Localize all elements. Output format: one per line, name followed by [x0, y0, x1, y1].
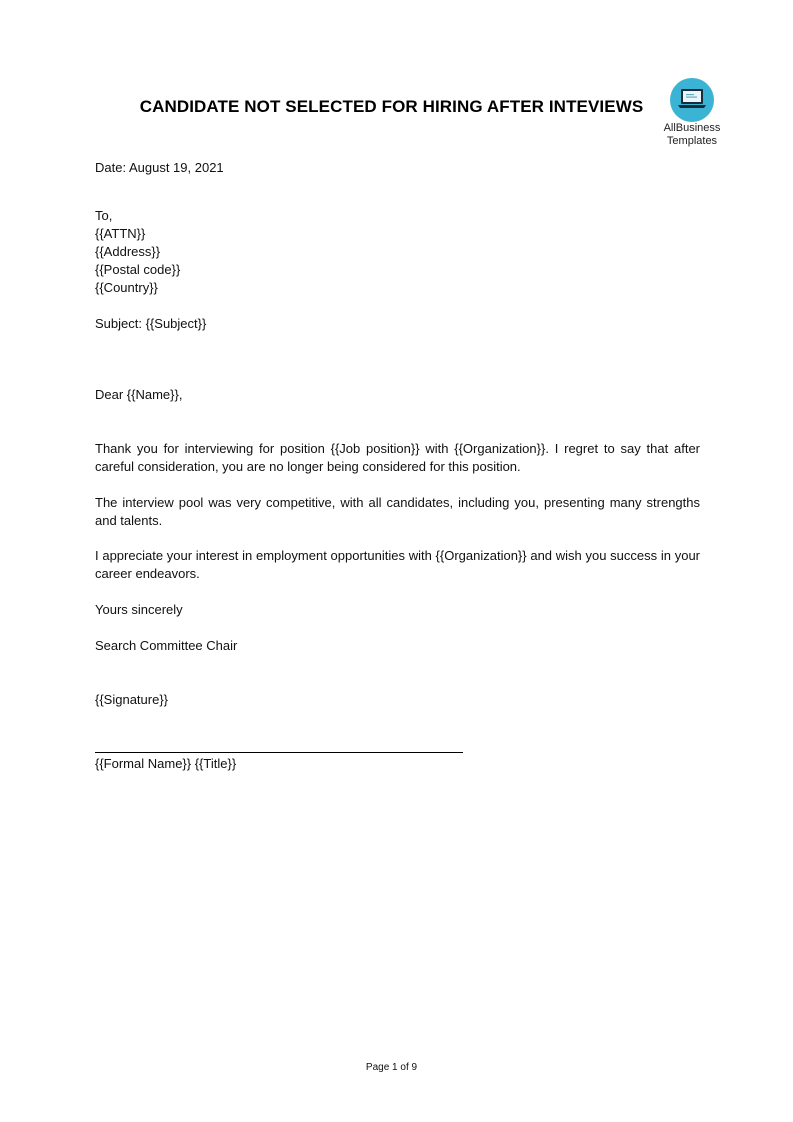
signature-placeholder: {{Signature}} [95, 692, 169, 707]
paragraph-3: I appreciate your interest in employment opportunities with {{Organization}} and wish you success in your career endeavors. [95, 548, 700, 581]
signature-line [95, 752, 463, 753]
country-line: {{Country}} [95, 280, 158, 295]
closing: Yours sincerely [95, 602, 183, 617]
postal-code-line: {{Postal code}} [95, 262, 181, 277]
recipient-block [95, 207, 180, 297]
letter-date: Date: August 19, 2021 [95, 160, 224, 175]
allbusiness-logo [656, 78, 728, 148]
document-title: CANDIDATE NOT SELECTED FOR HIRING AFTER INTEVIEWS [139, 97, 644, 116]
salutation: Dear {{Name}}, [95, 387, 183, 402]
sender-title: Search Committee Chair [95, 638, 238, 653]
to-line: To, [95, 208, 113, 223]
formal-name: {{Formal Name}} {{Title}} [95, 756, 237, 771]
subject-line: Subject: {{Subject}} [95, 316, 207, 331]
address-line: {{Address}} [95, 244, 161, 259]
page-footer: Page 1 of 9 [365, 1062, 418, 1073]
paragraph-1: Thank you for interviewing for position {{Job position}} with {{Organization}}. I regret to say that after careful consideration, you are no longer being considered for this position. [95, 441, 700, 474]
attn-line: {{ATTN}} [95, 226, 146, 241]
paragraph-2: The interview pool was very competitive, with all candidates, including you, presenting many strengths and talents. [95, 495, 700, 528]
logo-line-2: Templates [666, 135, 718, 147]
logo-line-1: AllBusiness [663, 122, 721, 134]
laptop-icon [670, 78, 714, 122]
